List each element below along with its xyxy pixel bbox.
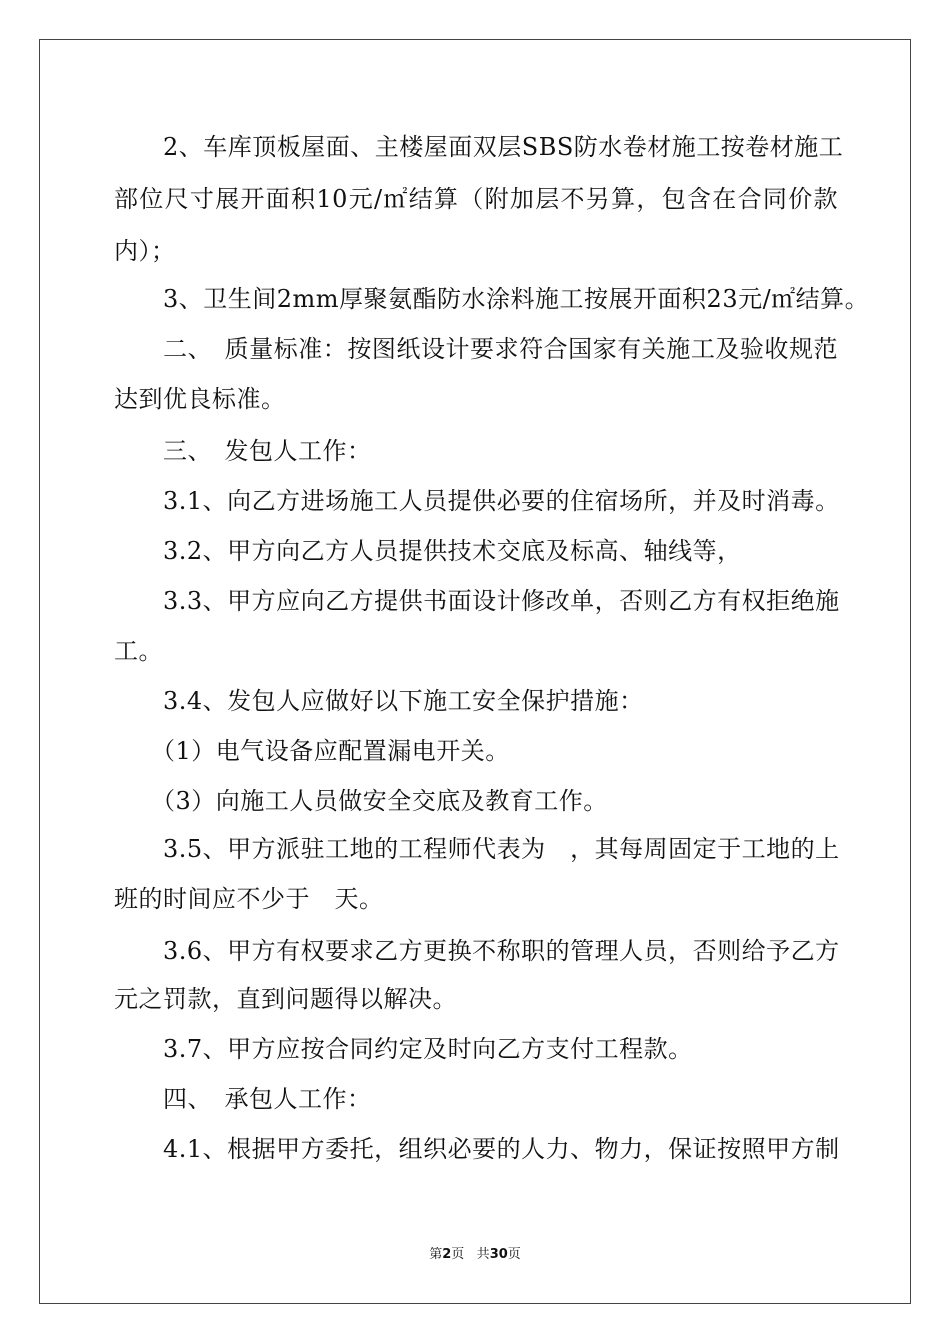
text-line: 二、 质量标准：按图纸设计要求符合国家有关施工及验收规范 (114, 335, 838, 363)
text-line: 3.5、甲方派驻工地的工程师代表为 ，其每周固定于工地的上 (114, 835, 840, 863)
text-line: 三、 发包人工作： (114, 437, 372, 465)
page-number: 2 (442, 1247, 452, 1262)
text-line: 达到优良标准。 (114, 385, 286, 413)
total-suffix: 页 (507, 1247, 521, 1262)
text-line: 3.3、甲方应向乙方提供书面设计修改单，否则乙方有权拒绝施 (114, 587, 840, 615)
page-frame (39, 39, 911, 1304)
text-line: 3、卫生间2mm厚聚氨酯防水涂料施工按展开面积23元/㎡结算。 (114, 285, 870, 313)
text-line: 3.6、甲方有权要求乙方更换不称职的管理人员，否则给予乙方 (114, 937, 840, 965)
page-suffix: 页 (451, 1247, 465, 1262)
text-line: 2、车库顶板屋面、主楼屋面双层SBS防水卷材施工按卷材施工 (114, 133, 844, 161)
total-pages: 30 (489, 1247, 508, 1262)
text-line: 四、 承包人工作： (114, 1085, 372, 1113)
text-line: 3.2、甲方向乙方人员提供技术交底及标高、轴线等， (114, 537, 742, 565)
page-footer (0, 1247, 950, 1263)
text-line: （1）电气设备应配置漏电开关。 (114, 737, 510, 765)
text-line: 3.1、向乙方进场施工人员提供必要的住宿场所，并及时消毒。 (114, 487, 840, 515)
text-line: 元之罚款，直到问题得以解决。 (114, 985, 457, 1013)
text-line: 内）； (114, 237, 176, 265)
text-line: 3.4、发包人应做好以下施工安全保护措施： (114, 687, 644, 715)
text-line: 3.7、甲方应按合同约定及时向乙方支付工程款。 (114, 1035, 693, 1063)
text-line: （3）向施工人员做安全交底及教育工作。 (114, 787, 608, 815)
page-prefix: 第 (429, 1247, 443, 1262)
total-prefix: 共 (476, 1247, 490, 1262)
text-line: 班的时间应不少于 天。 (114, 885, 384, 913)
text-line: 工。 (114, 637, 163, 665)
text-line: 4.1、根据甲方委托，组织必要的人力、物力，保证按照甲方制 (114, 1135, 840, 1163)
text-line: 部位尺寸展开面积10元/㎡结算（附加层不另算，包含在合同价款 (114, 185, 838, 213)
